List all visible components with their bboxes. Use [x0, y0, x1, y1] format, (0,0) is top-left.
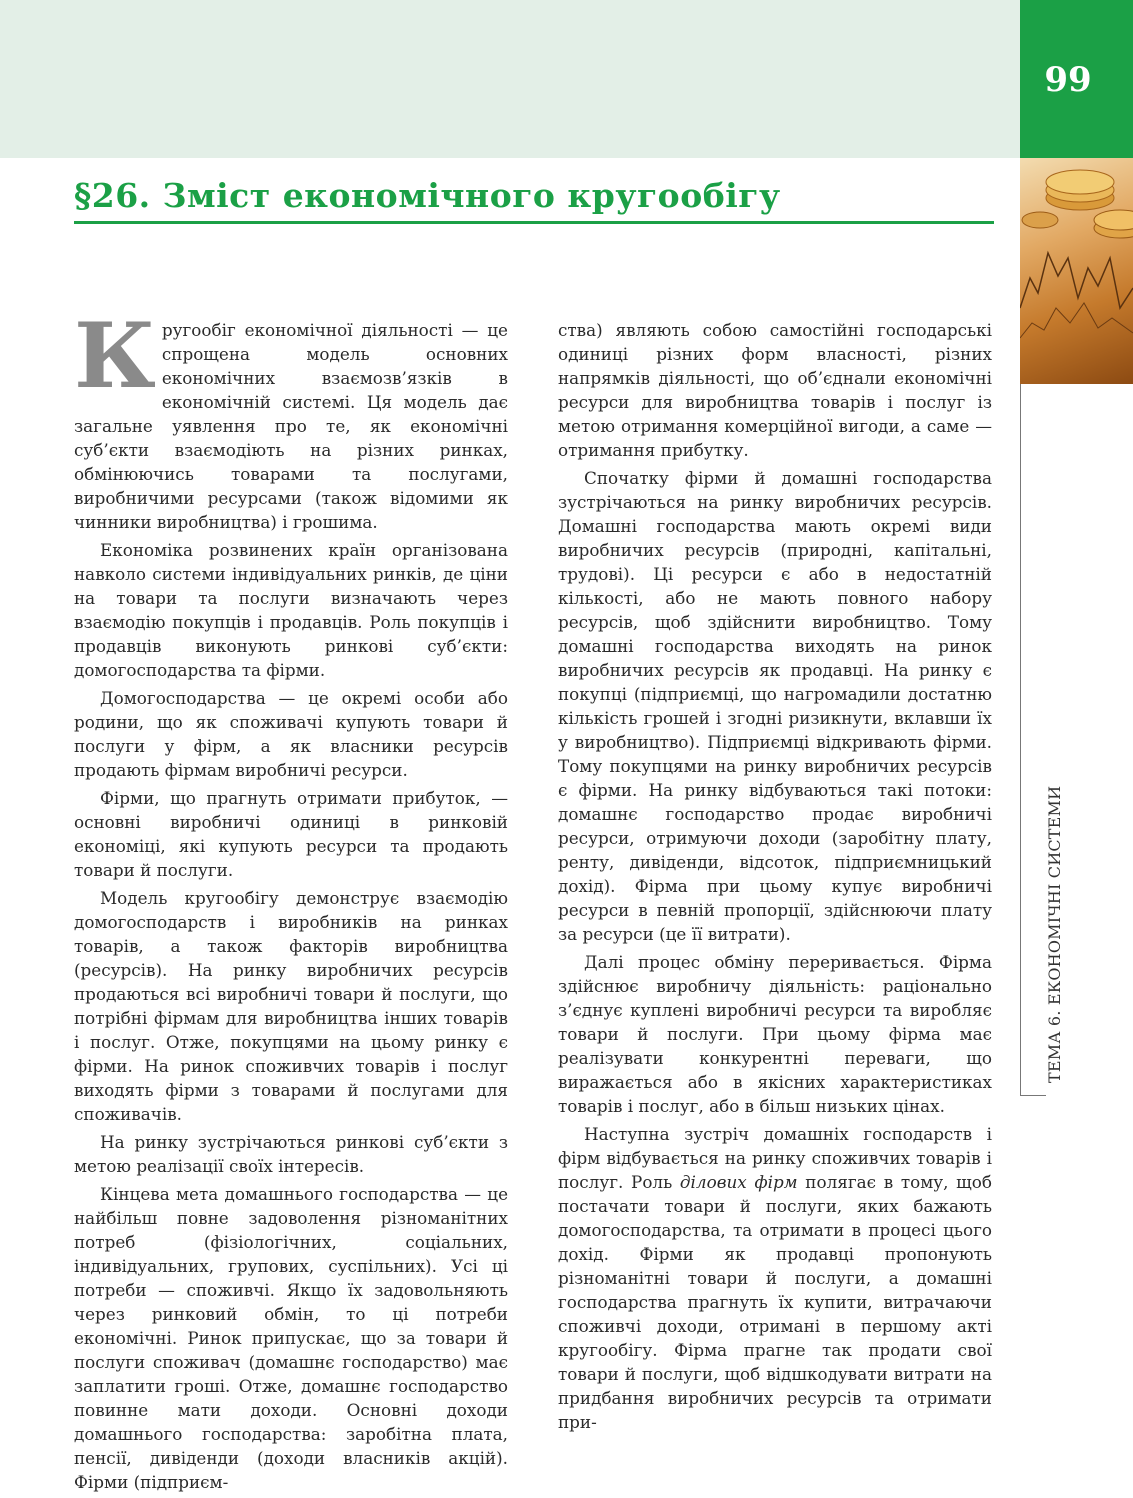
paragraph: Далі процес обміну переривається. Фірма здійснює виробничу діяльність: раціонально з’єднує куплені виробничі ресурси та виробляє товари й послуги. При цьому фірма має реалізувати конкурентні переваги, що виражається або в якісних характеристиках товарів і послуг, або в більш низьких цінах. [558, 952, 992, 1116]
left-column [74, 303, 508, 1498]
drop-cap: К [74, 303, 156, 409]
paragraph: Фірми, що прагнуть отримати прибуток, — основні виробничі одиниці в ринковій економіці, які купують ресурси та продають товари й послуги. [74, 788, 508, 880]
coins-chart-photo [1020, 158, 1133, 384]
section-title: §26. Зміст економічного кругообігу [74, 176, 781, 215]
continued-paragraph: ства) являють собою самостійні господарські одиниці різних форм власності, різних напрямків діяльності, що об’єднали економічні ресурси для виробництва товарів і послуг із метою отримання комерційної вигоди, а саме — отримання прибутку. [558, 320, 992, 460]
paragraph: На ринку зустрічаються ринкові суб’єкти з метою реалізації своїх інтересів. [74, 1132, 508, 1176]
paragraph: Спочатку фірми й домашні господарства зустрічаються на ринку виробничих ресурсів. Домашні господарства мають окремі види виробничих ресурсів (природні, капітальні, трудові). Ці ресурси є або в недостатній кількості, або не мають повного набору ресурсів, щоб здійснити виробництво. Тому домашні господарства виходять на ринок виробничих ресурсів як продавці. На ринку є покупці (підприємці, що нагромадили достатню кількість грошей і згодні ризикнути, вклавши їх у виробництво). Підприємці відкривають фірми. Тому покупцями на ринку виробничих ресурсів є фірми. На ринку відбуваються такі потоки: домашнє господарство продає виробничі ресурси, отримуючи доходи (заробітну плату, ренту, дивіденди, відсоток, підприємницький дохід). Фірма при цьому купує виробничі ресурси в певній пропорції, здійснюючи плату за ресурси (це її витрати). [558, 468, 992, 944]
text-segment: полягає в тому, щоб постачати товари й послуги, яких бажають домогосподарства, та отримати в процесі цього дохід. Фірми як продавці пропонують різноманітні товари й послуги, а домашні господарства прагнуть їх купити, витрачаючи споживчі доходи, отримані в першому акті кругообігу. Фірма прагне так продати свої товари й послуги, щоб відшкодувати витрати на придбання виробничих ресурсів та отримати при- [558, 1172, 992, 1432]
page-number-box [1020, 0, 1133, 158]
paragraph: Кінцева мета домашнього господарства — це найбільш повне задоволення різноманітних потреб (фізіологічних, соціальних, індивідуальних, групових, суспільних). Усі ці потреби — споживчі. Якщо їх задовольняють через ринковий обмін, то ці потреби економічні. Ринок припускає, що за товари й послуги споживач (домашнє господарство) має заплатити гроші. Отже, домашнє господарство повинне мати доходи. Основні доходи домашнього господарства: заробітна плата, пенсії, дивіденди (доходи власників акцій). Фірми (підприєм- [74, 1184, 508, 1492]
intro-paragraph [74, 303, 508, 534]
paragraph: Економіка розвинених країн організована навколо системи індивідуальних ринків, де ціни на товари та послуги визначають через взаємодію покупців і продавців. Роль покупців і продавців виконують ринкові суб’єкти: домогосподарства та фірми. [74, 540, 508, 680]
side-divider-foot [1020, 1095, 1046, 1096]
right-column [558, 318, 992, 1438]
text-segment: Наступна зустріч домашніх господарств і фірм відбувається на ринку споживчих товарів і послуг. Роль [558, 1124, 992, 1192]
title-underline [74, 221, 994, 224]
paragraph [558, 1122, 992, 1434]
side-divider-line [1020, 384, 1021, 1096]
header-band [0, 0, 1020, 158]
paragraph: Домогосподарства — це окремі особи або родини, що як споживачі купують товари й послуги у фірм, а як власники ресурсів продають фірмам виробничі ресурси. [74, 688, 508, 780]
page-number: 99 [1044, 60, 1092, 100]
coins-chart-illustration [1020, 158, 1133, 384]
italic-term: ділових фірм [679, 1172, 798, 1192]
intro-text: ругообіг економічної діяльності — це спрощена модель основних економічних взаємозв’язків в економічній системі. Ця модель дає загальне уявлення про те, як економічні суб’єкти взаємодіють на різних ринках, обмінюючись товарами та послугами, виробничими ресурсами (також відомими як чинники виробництва) і грошима. [74, 320, 508, 532]
chapter-side-label: ТЕМА 6. ЕКОНОМІЧНІ СИСТЕМИ [1045, 785, 1064, 1083]
paragraph: Модель кругообігу демонструє взаємодію домогосподарств і виробників на ринках товарів, а також факторів виробництва (ресурсів). На ринку виробничих ресурсів продаються всі виробничі товари й послуги, що потрібні фірмам для виробництва інших товарів і послуг. Отже, покупцями на цьому ринку є фірми. На ринок споживчих товарів і послуг виходять фірми з товарами й послугами для споживачів. [74, 888, 508, 1124]
